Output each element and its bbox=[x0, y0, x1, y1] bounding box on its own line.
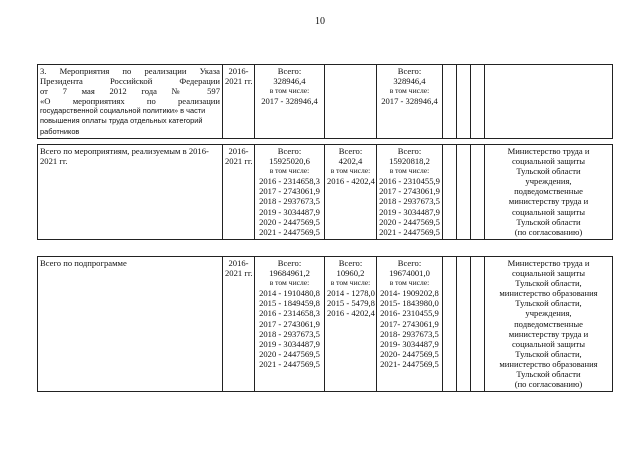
empty-cell bbox=[457, 145, 471, 240]
event-description: Всего по мероприятиям, реализуемым в 2016- 2021 гг. bbox=[38, 145, 223, 240]
federal-funding-cell bbox=[325, 65, 377, 139]
event-description: Всего по подпрограмме bbox=[38, 257, 223, 392]
empty-cell bbox=[471, 145, 485, 240]
table-block-1 bbox=[37, 64, 613, 139]
regional-funding-cell: Всего: 19674001,0 в том числе: 2014- 1909202,8 2015- 1843980,0 2016- 2310455,9 2017- 2743061,9 2018- 2937673,5 2019- 3034487,9 2020- 2447569,5 2021- 2447569,5 bbox=[377, 257, 443, 392]
page-number: 10 bbox=[315, 16, 325, 27]
total-funding-cell: Всего: 328946,4 в том числе: 2017 - 328946,4 bbox=[255, 65, 325, 139]
federal-funding-cell: Всего: 4202,4 в том числе: 2016 - 4202,4 bbox=[325, 145, 377, 240]
table-row bbox=[38, 145, 613, 240]
empty-cell bbox=[457, 257, 471, 392]
empty-cell bbox=[443, 257, 457, 392]
total-funding-cell: Всего: 15925020,6 в том числе: 2016 - 2314658,3 2017 - 2743061,9 2018 - 2937673,5 2019 - 3034487,9 2020 - 2447569,5 2021 - 2447569,5 bbox=[255, 145, 325, 240]
table-block-3 bbox=[37, 256, 613, 392]
federal-funding-cell: Всего: 10960,2 в том числе: 2014 - 1278,0 2015 - 5479,8 2016 - 4202,4 bbox=[325, 257, 377, 392]
empty-cell bbox=[471, 65, 485, 139]
empty-cell bbox=[471, 257, 485, 392]
regional-funding-cell: Всего: 15920818,2 в том числе: 2016 - 2310455,9 2017 - 2743061,9 2018 - 2937673,5 2019 - 3034487,9 2020 - 2447569,5 2021 - 2447569,5 bbox=[377, 145, 443, 240]
empty-cell bbox=[443, 65, 457, 139]
event-description: 3. Мероприятия по реализации Указа Президента Российской Федерации от 7 мая 2012 года № 597 «О мероприятиях по реализации государственной социальной политики» в части повышения оплаты труда отдельных категорий работников bbox=[38, 65, 223, 139]
table-block-2 bbox=[37, 144, 613, 240]
responsible-cell: Министерство труда и социальной защиты Тульской области, министерство образования Тульской области, учреждения, подведомственные министерству труда и социальной защиты Тульской области, министерство образования Тульской области (по согласованию) bbox=[485, 257, 613, 392]
empty-cell bbox=[443, 145, 457, 240]
total-funding-cell: Всего: 19684961,2 в том числе: 2014 - 1910480,8 2015 - 1849459,8 2016 - 2314658,3 2017 - 2743061,9 2018 - 2937673,5 2019 - 3034487,9 2020 - 2447569,5 2021 - 2447569,5 bbox=[255, 257, 325, 392]
empty-cell bbox=[457, 65, 471, 139]
responsible-cell bbox=[485, 65, 613, 139]
period-cell: 2016- 2021 гг. bbox=[223, 145, 255, 240]
period-cell: 2016- 2021 гг. bbox=[223, 65, 255, 139]
table-row bbox=[38, 257, 613, 392]
regional-funding-cell: Всего: 328946,4 в том числе: 2017 - 328946,4 bbox=[377, 65, 443, 139]
responsible-cell: Министерство труда и социальной защиты Тульской области учреждения, подведомственные министерству труда и социальной защиты Тульской области (по согласованию) bbox=[485, 145, 613, 240]
table-row bbox=[38, 65, 613, 139]
period-cell: 2016- 2021 гг. bbox=[223, 257, 255, 392]
